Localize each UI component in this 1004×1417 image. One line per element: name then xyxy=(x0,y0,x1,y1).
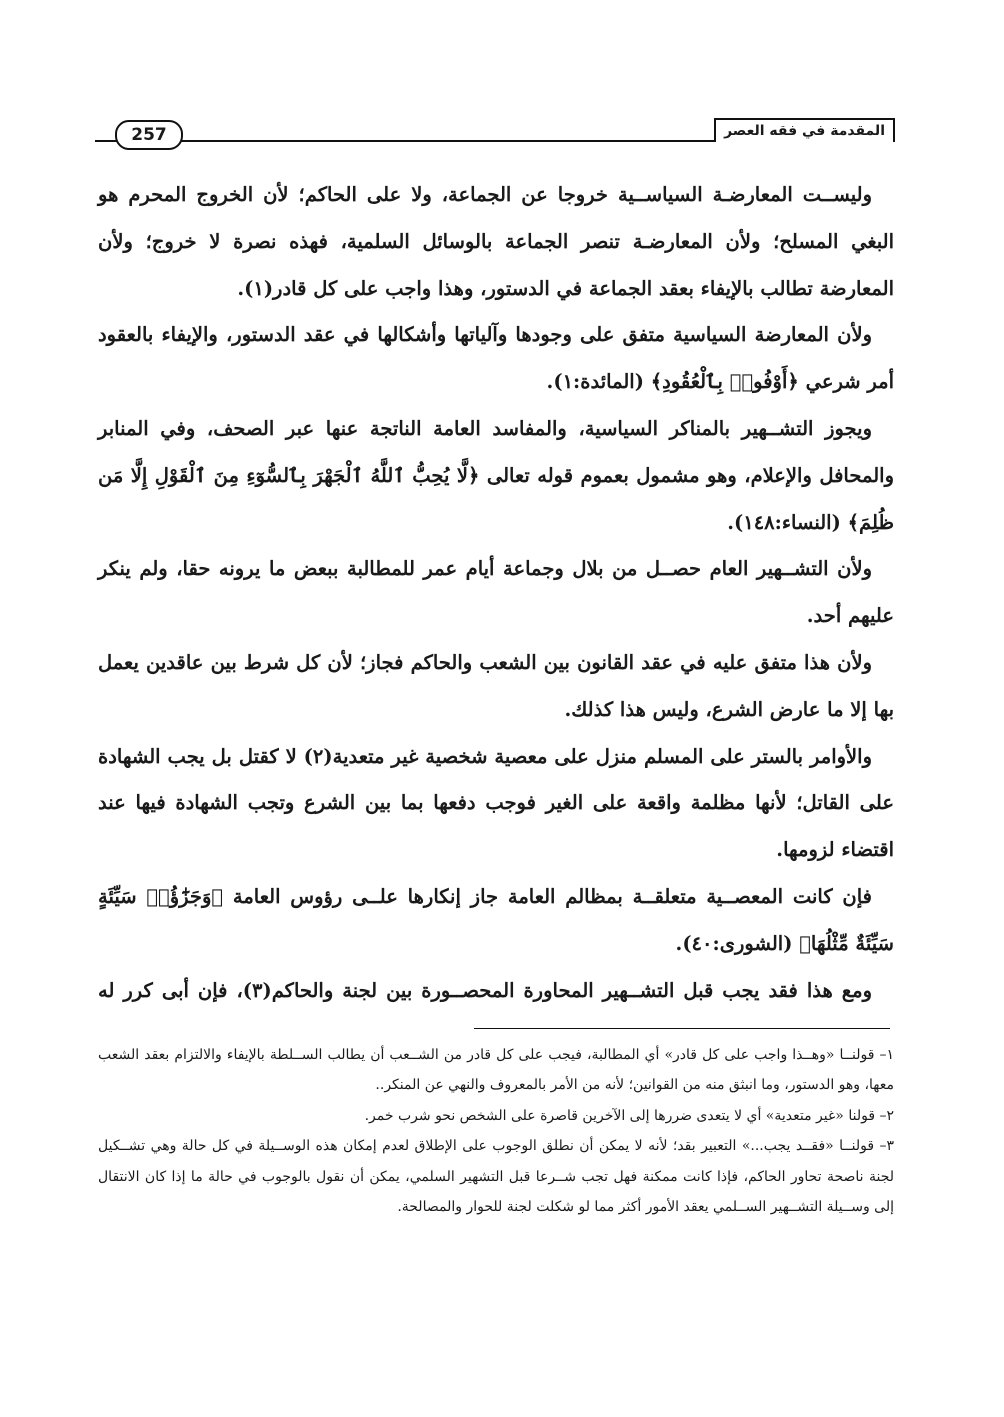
footnote-3: ٣– قولنــا «فقــد يجب...» التعبير بقد؛ لأنه لا يمكن أن نطلق الوجوب على الإطلاق لعدم إمكان هذه الوســيلة في كل حالة وهي تشــكيل لجنة ناصحة تحاور الحاكم، فإذا كانت ممكنة فهل تجب شــرعا قبل التشهير السلمي، يمكن أن نقول بالوجوب في حالة ما إذا كان الانتقال إلى وســيلة التشــهير الســلمي يعقد الأمور أكثر مما لو شكلت لجنة للحوار والمصالحة. xyxy=(98,1138,894,1216)
paragraph-6: والأوامر بالستر على المسلم منزل على معصية شخصية غير متعدية(٢) لا كقتل بل يجب الشهادة على القاتل؛ لأنها مظلمة واقعة على الغير فوجب دفعها بما بين الشرع وتجب الشهادة فيها عند اقتضاء لزومها. xyxy=(98,744,894,862)
footnote-1: ١– قولنــا «وهــذا واجب على كل قادر» أي المطالبة، فيجب على كل قادر من الشــعب أن يطالب الســلطة بالإيفاء والالتزام بعقد الشعب معها، وهو الدستور، وما انبثق منه من القوانين؛ لأنه من الأمر بالمعروف والنهي عن المنكر.. xyxy=(98,1047,894,1094)
paragraph-7: فإن كانت المعصــية متعلقــة بمظالم العامة جاز إنكارها علــى رؤوس العامة ﴿وَجَزَٰٓؤُا۟ سَيِّئَةٍ سَيِّئَةٌ مِّثْلُهَا﴾ (الشورى:٤٠). xyxy=(98,884,894,955)
book-title: المقدمة في فقه العصر xyxy=(714,118,895,142)
paragraph-1: وليســت المعارضـة السياســية خروجا عن الجماعة، ولا على الحاكم؛ لأن الخروج المحرم هو البغي المسلح؛ ولأن المعارضـة تنصر الجماعة بالوسائل السلمية، فهذه نصرة لا خروج؛ ولأن المعارضة تطالب بالإيفاء بعقد الجماعة في الدستور، وهذا واجب على كل قادر(١). xyxy=(98,183,894,300)
footnote-2: ٢– قولنا «غير متعدية» أي لا يتعدى ضررها إلى الآخرين قاصرة على الشخص نحو شرب خمر. xyxy=(364,1107,894,1124)
paragraph-8: ومع هذا فقد يجب قبل التشــهير المحاورة المحصــورة بين لجنة والحاكم(٣)، فإن أبى كرر له xyxy=(98,978,872,1002)
page-header xyxy=(95,118,895,148)
paragraph-2: ولأن المعارضة السياسية متفق على وجودها وآلياتها وأشكالها في عقد الدستور، والإيفاء بالعقود أمر شرعي ﴿أَوْفُوا۟ بِٱلْعُقُودِ﴾ (المائدة:١). xyxy=(98,323,894,394)
paragraph-4: ولأن التشــهير العام حصــل من بلال وجماعة أيام عمر للمطالبة ببعض ما يرونه حقا، ولم ينكر عليهم أحد. xyxy=(98,557,894,628)
footnote-divider xyxy=(474,1028,890,1029)
footnotes xyxy=(98,1040,894,1222)
paragraph-3: ويجوز التشــهير بالمناكر السياسية، والمفاسد العامة الناتجة عنها عبر الصحف، وفي المنابر والمحافل والإعلام، وهو مشمول بعموم قوله تعالى ﴿لَّا يُحِبُّ ٱللَّهُ ٱلْجَهْرَ بِٱلسُّوٓءِ مِنَ ٱلْقَوْلِ إِلَّا مَن ظُلِمَ﴾ (النساء:١٤٨). xyxy=(98,416,894,534)
main-text xyxy=(98,172,894,1014)
page-number: 257 xyxy=(115,120,183,150)
paragraph-5: ولأن هذا متفق عليه في عقد القانون بين الشعب والحاكم فجاز؛ لأن كل شرط بين عاقدين يعمل بها إلا ما عارض الشرع، وليس هذا كذلك. xyxy=(98,650,894,721)
